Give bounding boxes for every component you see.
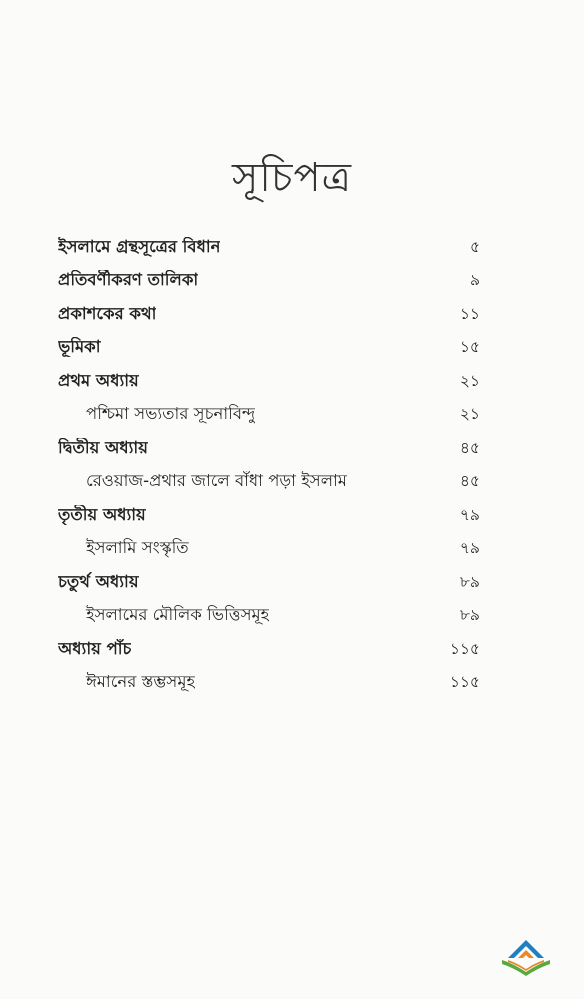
toc-entry-label: তৃতীয় অধ্যায়: [58, 504, 146, 524]
toc-entry-label: ইসলামের মৌলিক ভিত্তিসমূহ: [86, 605, 270, 625]
toc-entry-page: ৭৯: [459, 505, 480, 524]
toc-entry: [58, 632, 498, 666]
toc-entry-label: রেওয়াজ-প্রথার জালে বাঁধা পড়া ইসলাম: [86, 471, 347, 491]
toc-entry-label: ইসলামি সংস্কৃতি: [86, 538, 189, 558]
toc-entry: [58, 465, 498, 499]
toc-entry: [58, 264, 498, 298]
toc-entry-label: প্রতিবর্ণীকরণ তালিকা: [58, 270, 199, 290]
toc-entry-page: ৪৫: [459, 472, 480, 491]
toc-entry: [58, 230, 498, 264]
toc-entry-label: পশ্চিমা সভ্যতার সূচনাবিন্দু: [86, 404, 256, 424]
toc-entry-label: ভূমিকা: [58, 337, 101, 357]
toc-entry: [58, 565, 498, 599]
toc-entry-page: ৮৯: [459, 572, 480, 591]
toc-entry-label: প্রথম অধ্যায়: [58, 370, 139, 390]
toc-entry: [58, 666, 498, 700]
toc-entry: [58, 532, 498, 566]
toc-entry: [58, 498, 498, 532]
toc-entry-page: ৯: [469, 271, 480, 290]
toc-entry: [58, 431, 498, 465]
toc-entry-page: ১১: [459, 304, 480, 323]
toc-entry: [58, 297, 498, 331]
toc-entry-page: ২১: [459, 405, 480, 424]
toc-entry-page: ১৫: [459, 338, 480, 357]
toc-entry-label: চতুর্থ অধ্যায়: [58, 571, 139, 591]
toc-entry-page: ৫: [469, 237, 480, 256]
toc-entry-label: দ্বিতীয় অধ্যায়: [58, 437, 148, 457]
toc-list: [58, 230, 498, 699]
toc-entry: [58, 331, 498, 365]
toc-entry-label: অধ্যায় পাঁচ: [58, 638, 132, 658]
toc-entry: [58, 364, 498, 398]
toc-entry: [58, 398, 498, 432]
toc-entry-page: ১১৫: [449, 673, 480, 692]
publisher-logo-icon: [498, 938, 554, 978]
toc-entry-label: ঈমানের স্তম্ভসমূহ: [86, 672, 196, 692]
toc-entry: [58, 599, 498, 633]
toc-entry-label: ইসলামে গ্রন্থসূত্রের বিধান: [58, 236, 221, 256]
page-title: সূচিপত্র: [232, 155, 352, 201]
toc-entry-page: ৮৯: [459, 606, 480, 625]
toc-entry-page: ৪৫: [459, 438, 480, 457]
toc-entry-page: ১১৫: [449, 639, 480, 658]
toc-entry-page: ৭৯: [459, 539, 480, 558]
toc-entry-label: প্রকাশকের কথা: [58, 303, 157, 323]
toc-entry-page: ২১: [459, 371, 480, 390]
